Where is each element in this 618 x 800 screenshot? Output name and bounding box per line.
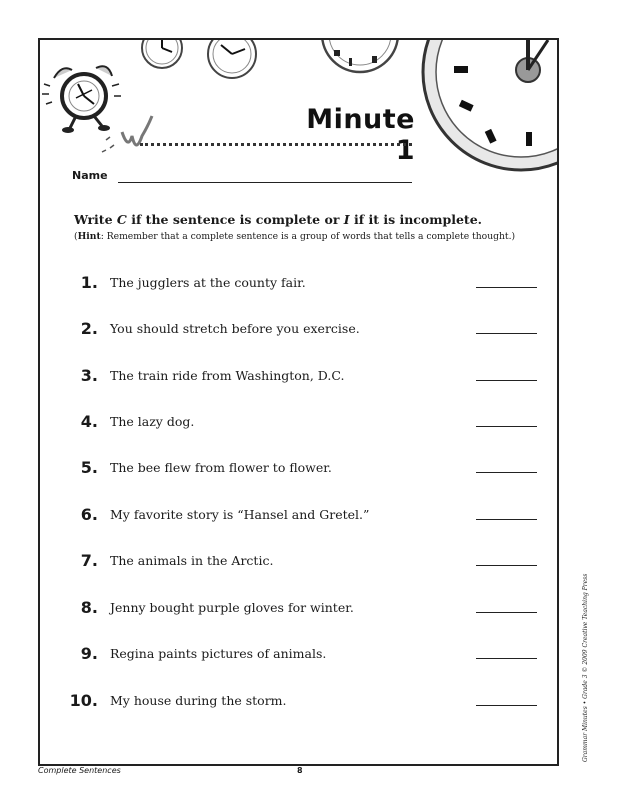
item-sentence: The jugglers at the county fair. — [110, 275, 306, 290]
item-number: 10. — [69, 691, 98, 710]
item-sentence: My house during the storm. — [110, 693, 287, 708]
hint — [74, 231, 554, 242]
item-number: 3. — [80, 366, 98, 385]
list-item — [40, 551, 557, 575]
hint-text: : Remember that a complete sentence is a group of words that tells a complete thought.) — [100, 231, 516, 242]
hint-open: ( — [74, 231, 78, 242]
list-item — [40, 366, 557, 390]
item-number: 7. — [80, 551, 98, 570]
page-title: Minute 1 — [306, 104, 415, 166]
item-sentence: Jenny bought purple gloves for winter. — [110, 600, 354, 615]
worksheet-page — [38, 38, 559, 766]
answer-blank[interactable] — [476, 472, 537, 473]
hint-label: Hint — [77, 231, 101, 242]
answer-blank[interactable] — [476, 519, 537, 520]
item-sentence: My favorite story is “Hansel and Gretel.” — [110, 507, 370, 522]
item-number: 1. — [80, 273, 98, 292]
list-item — [40, 505, 557, 529]
list-item — [40, 412, 557, 436]
answer-blank[interactable] — [476, 612, 537, 613]
list-item — [40, 458, 557, 482]
name-field[interactable] — [118, 182, 412, 183]
answer-blank[interactable] — [476, 565, 537, 566]
item-sentence: The animals in the Arctic. — [110, 553, 274, 568]
list-item — [40, 319, 557, 343]
item-number: 6. — [80, 505, 98, 524]
instructions-part2: if the sentence is complete or — [126, 212, 344, 227]
item-number: 4. — [80, 412, 98, 431]
item-sentence: You should stretch before you exercise. — [110, 321, 360, 336]
instructions-i: I — [343, 212, 350, 227]
list-item — [40, 598, 557, 622]
answer-blank[interactable] — [476, 705, 537, 706]
item-sentence: The lazy dog. — [110, 414, 195, 429]
item-number: 2. — [80, 319, 98, 338]
item-sentence: The bee flew from flower to flower. — [110, 460, 332, 475]
name-label: Name — [72, 169, 108, 182]
clock-icon — [208, 40, 256, 78]
answer-blank[interactable] — [476, 658, 537, 659]
alarm-clock-icon — [42, 66, 152, 152]
page-number: 8 — [297, 766, 303, 775]
answer-blank[interactable] — [476, 287, 537, 288]
copyright-notice: Grammar Minutes • Grade 3 © 2009 Creative Teaching Press — [582, 573, 589, 762]
instructions-part3: if it is incomplete. — [349, 212, 482, 227]
item-sentence: The train ride from Washington, D.C. — [110, 368, 345, 383]
answer-blank[interactable] — [476, 380, 537, 381]
clock-icon — [322, 40, 398, 72]
item-number: 5. — [80, 458, 98, 477]
item-sentence: Regina paints pictures of animals. — [110, 646, 327, 661]
instructions-c: C — [116, 212, 127, 227]
answer-blank[interactable] — [476, 426, 537, 427]
list-item — [40, 273, 557, 297]
list-item — [40, 691, 557, 715]
footer-section-title: Complete Sentences — [38, 766, 121, 775]
title-dotted-line — [140, 143, 412, 146]
instructions — [74, 212, 544, 227]
item-number: 8. — [80, 598, 98, 617]
answer-blank[interactable] — [476, 333, 537, 334]
item-number: 9. — [80, 644, 98, 663]
instructions-part1: Write — [74, 212, 117, 227]
list-item — [40, 644, 557, 668]
wall-clock-icon — [423, 40, 557, 170]
clock-icon — [142, 40, 182, 68]
